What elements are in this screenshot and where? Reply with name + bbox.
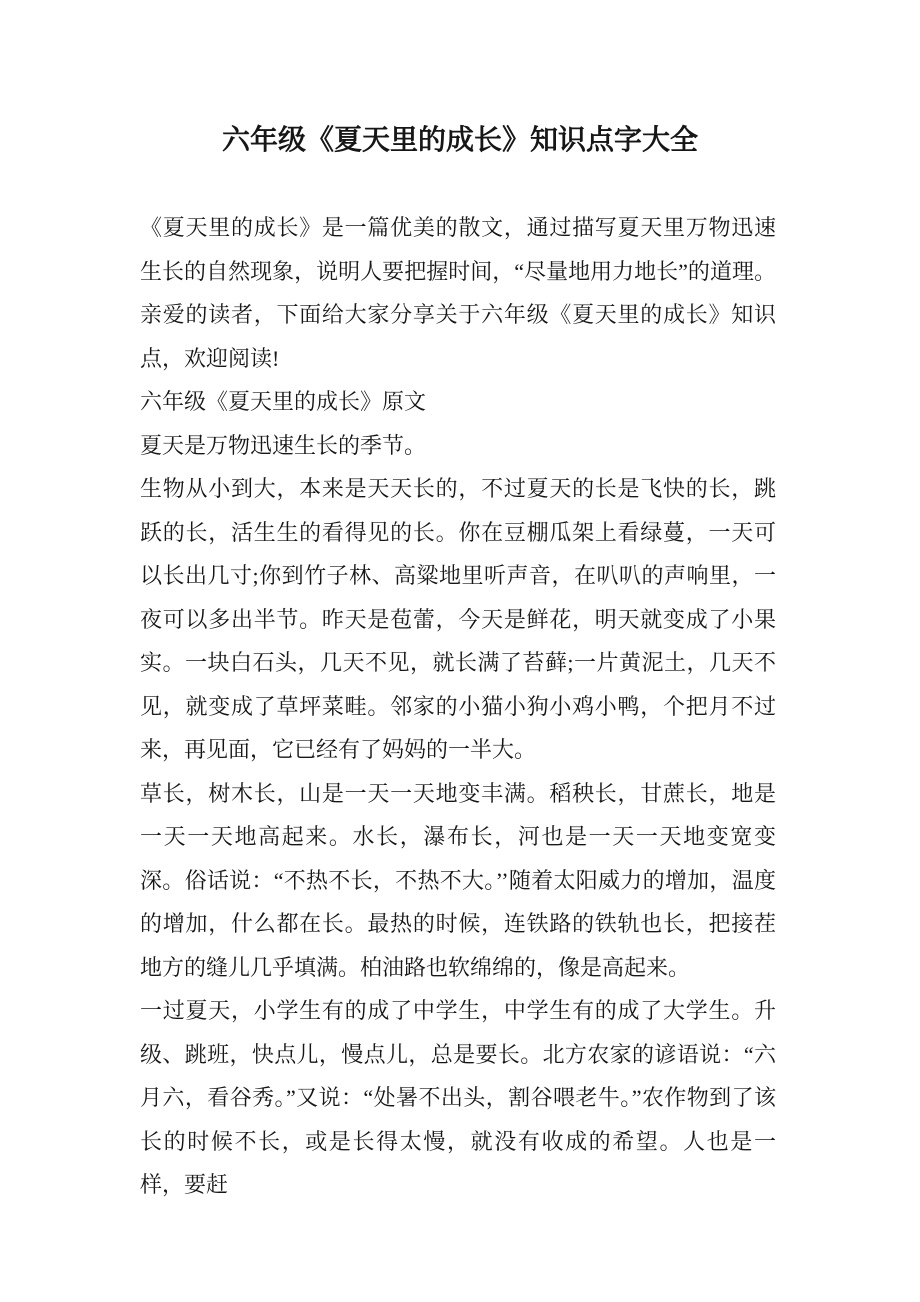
- paragraph-living-things-grow: 生物从小到大，本来是天天长的，不过夏天的长是飞快的长，跳跃的长，活生生的看得见的长。你在豆棚瓜架上看绿蔓，一天可以长出几寸;你到竹子林、高粱地里听声音，在叭叭的声响里，一夜可以多出半节。昨天是苞蕾，今天是鲜花，明天就变成了小果实。一块白石头，几天不见，就长满了苔藓;一片黄泥土，几天不见，就变成了草坪菜畦。邻家的小猫小狗小鸡小鸭，个把月不过来，再见面，它已经有了妈妈的一半大。: [140, 476, 776, 762]
- paragraph-nature-grows: 草长，树木长，山是一天一天地变丰满。稻秧长，甘蔗长，地是一天一天地高起来。水长，瀑布长，河也是一天一天地变宽变深。俗话说：“不热不长，不热不大。’’随着太阳威力的增加，温度的增加，什么都在长。最热的时候，连铁路的铁轨也长，把接茬地方的缝儿几乎填满。柏油路也软绵绵的，像是高起来。: [140, 780, 776, 980]
- paragraph-summer-season: 夏天是万物迅速生长的季节。: [140, 432, 427, 458]
- section-heading-original-text: 六年级《夏天里的成长》原文: [140, 389, 427, 414]
- document-body: [140, 206, 776, 1207]
- intro-paragraph: 《夏天里的成长》是一篇优美的散文，通过描写夏天里万物迅速生长的自然现象，说明人要把握时间，“尽量地用力地长”的道理。亲爱的读者，下面给大家分享关于六年级《夏天里的成长》知识点，欢迎阅读!: [140, 215, 776, 371]
- document-title: 六年级《夏天里的成长》知识点字大全: [221, 124, 698, 155]
- paragraph-people-grow: 一过夏天，小学生有的成了中学生，中学生有的成了大学生。升级、跳班，快点儿，慢点儿，总是要长。北方农家的谚语说：“六月六，看谷秀。”又说：“处暑不出头，割谷喂老牛。”农作物到了该长的时候不长，或是长得太慢，就没有收成的希望。人也是一样，要赶: [140, 998, 776, 1197]
